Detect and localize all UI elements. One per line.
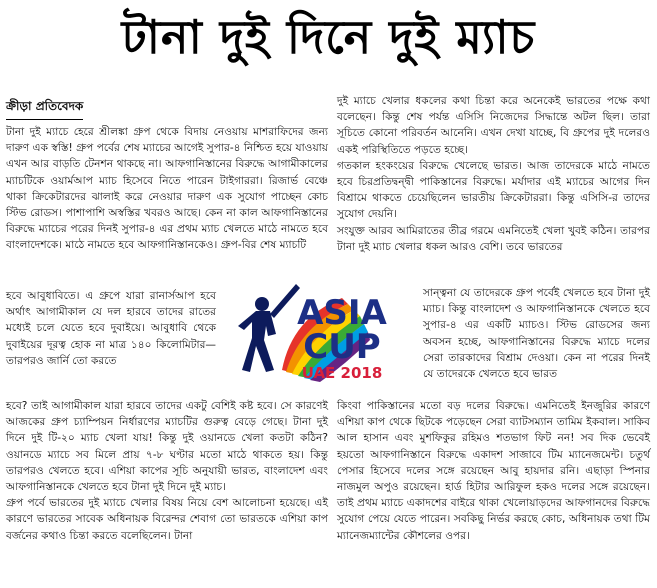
left-column [6,124,328,254]
right-column [337,93,650,255]
right-paragraph-2: গতকাল হংকংয়ের বিরুদ্ধে খেলেছে ভারত। আজ তাদেরকে মাঠে নামতে হবে চিরপ্রতিদ্বন্দ্বী পাকিস্তানের বিরুদ্ধে। মর্যাদার এই ম্যাচের আগের দিন বিশ্রামে থাকতে চেয়েছিলেন ভারতীয় ক্রিকেটাররা। কিন্তু এসিসি-র তাদের সুযোগ দেয়নি। [337,159,650,221]
left-wrap-paragraph: হবে আবুধাবিতে। এ গ্রুপে যারা রানার্সআপ হবে অর্থাৎ আগামীকাল যে দল হারবে তাদের রাতের মধ্যেই চলে যেতে হবে দুবাইয়ে। আবুধাবি থেকে দুবাইয়ের দূরত্ব হোক না মাত্র ১৪০ কিলোমিটার—তারপরও জার্নি তো করতে [6,290,216,367]
logo-subtitle: UAE 2018 [301,364,383,382]
right-column-lower [337,398,650,544]
headline: টানা দুই দিনে দুই ম্যাচ [121,10,536,64]
asia-cup-logo [222,278,416,390]
right-paragraph-3: সংযুক্ত আরব আমিরাতের তীব্র গরমে এমনিতেই খেলা খুবই কঠিন। তারপর টানা দুই ম্যাচ খেলার ধকল আরও বেশি। তবে ভারতের [337,224,650,253]
left-wrap-text [6,288,216,369]
right-paragraph-1: দুই ম্যাচে খেলার ধকলের কথা চিন্তা করে অনেকেই ভারতের পক্ষে কথা বলেছেন। কিন্তু শেষ পর্যন্ত এসিসি নিজেদের সিদ্ধান্তে অটল ছিল। তারা সূচিতে কোনো পরিবর্তন আনেনি। এখন দেখা যাচ্ছে, বি গ্রুপের দুই দলেরও একই পরিস্থিতিতে পড়তে হচ্ছে। [337,95,650,156]
left-paragraph-2: হবে? তাই আগামীকাল যারা হারবে তাদের একটু বেশিই কষ্ট হবে। সে কারণেই আজকের গ্রুপ চ্যাম্পিয়ন নির্ধারণের ম্যাচটির গুরুত্ব বেড়ে গেছে। টানা দুই দিনে দুই টি-২০ ম্যাচ খেলা যায়! কিন্তু দুই ওয়ানডে খেলা কতটা কঠিন? ওয়ানডে ম্যাচে সব মিলে প্রায় ৭-৮ ঘণ্টার মতো মাঠে থাকতে হয়। কিন্তু তারপরও খেলতে হবে। এশিয়া কাপের সূচি অনুযায়ী ভারত, বাংলাদেশ এবং আফগানিস্তানকে খেলতে হবে টানা দুই দিনে দুই ম্যাচ। [6,400,328,494]
left-column-lower [6,398,328,544]
left-paragraph-3: গ্রুপ পর্বে ভারতের দুই ম্যাচে খেলার বিষয় নিয়ে বেশ আলোচনা হয়েছে। এই কারণে ভারতের সাবেক অধিনায়ক বিরেন্দর শেবাগ তো ভারতকে এশিয়া কাপ বর্জনের কথাও চিন্তা করতে বলেছিলেন। টানা [6,497,328,542]
right-paragraph-4: কিংবা পাকিস্তানের মতো বড় দলের বিরুদ্ধে। এমনিতেই ইনজুরির কারণে এশিয়া কাপ থেকে ছিটকে পড়েছেন সেরা ব্যাটসম্যান তামিম ইকবাল। সাকিব আল হাসান এবং মুশফিকুর রহিমও শতভাগ ফিট নন! সব দিক ভেবেই হয়তো আফগানিস্তানে বিরুদ্ধে একাদশ সাজাবে টিম ম্যানেজমেন্ট। চতুর্থ পেসার হিসেবে দলের সঙ্গে রয়েছেন আবু হায়দার রনি। এছাড়া স্পিনার নাজমুল অপুও রয়েছেন। হার্ড হিটার আরিফুল হকও দলের সঙ্গে রয়েছেন। তাই প্রথম ম্যাচে একাদশের বাইরে থাকা খেলোয়াড়দের আফগানদের বিরুদ্ধে সুযোগ পেয়ে যেতে পারেন। সবকিছু নির্ভর করছে কোচ, অধিনায়ক তথা টিম ম্যানেজম্যান্টের কৌশলের ওপর। [337,400,650,542]
logo-title-asia: ASIA [297,293,387,333]
left-paragraph-1: টানা দুই ম্যাচে হেরে শ্রীলঙ্কা গ্রুপ থেকে বিদায় নেওয়ায় মাশরাফিদের জন্য দারুণ এক স্বস্তি! গ্রুপ পর্বের শেষ ম্যাচের আগেই সুপার-৪ নিশ্চিত হয়ে যাওয়ায় এখন আর বাড়তি টেনশন থাকছে না। আফগানিস্তানের বিরুদ্ধে আগামীকালের ম্যাচটিকে ওয়ার্মআপ ম্যাচ হিসেবে নিতে পারেন টাইগাররা। রিজার্ভ বেঞ্চে থাকা ক্রিকেটারদের ঝালাই করে নেওয়ার দারুণ এক সুযোগ পাচ্ছেন কোচ স্টিভ রোডস। পাশাপাশি অস্বস্তির খবরও আছে। কেন না কাল আফগানিস্তানের বিরুদ্ধে ম্যাচের পরের দিনই সুপার-৪ এর প্রথম ম্যাচ খেলতে মাঠে নামতে হবে বাংলাদেশকে। মাঠে নামতে হবে আফগানিস্তানকেও। গ্রুপ-বির শেষ ম্যাচটি [6,126,328,252]
right-wrap-paragraph: সান্ত্বনা যে তাদেরকে গ্রুপ পর্বেই খেলতে হবে টানা দুই ম্যাচ। কিন্তু বাংলাদেশ ও আফগানিস্তানকে খেলতে হবে সুপার-৪ এর একটি ম্যাচও। স্টিভ রোডসের জন্য অবসন হচ্ছে, আফগানিস্তানের বিরুদ্ধে ম্যাচে দলের সেরা তারকাদের বিশ্রাম দেওয়া। কেন না পরের দিনই যে তাদেরকে খেলতে হবে ভারত [423,287,650,381]
logo-title-cup: CUP [303,327,381,367]
byline: ক্রীড়া প্রতিবেদক [6,98,83,120]
asia-cup-logo-graphic [222,278,416,390]
right-wrap-text [423,285,650,382]
